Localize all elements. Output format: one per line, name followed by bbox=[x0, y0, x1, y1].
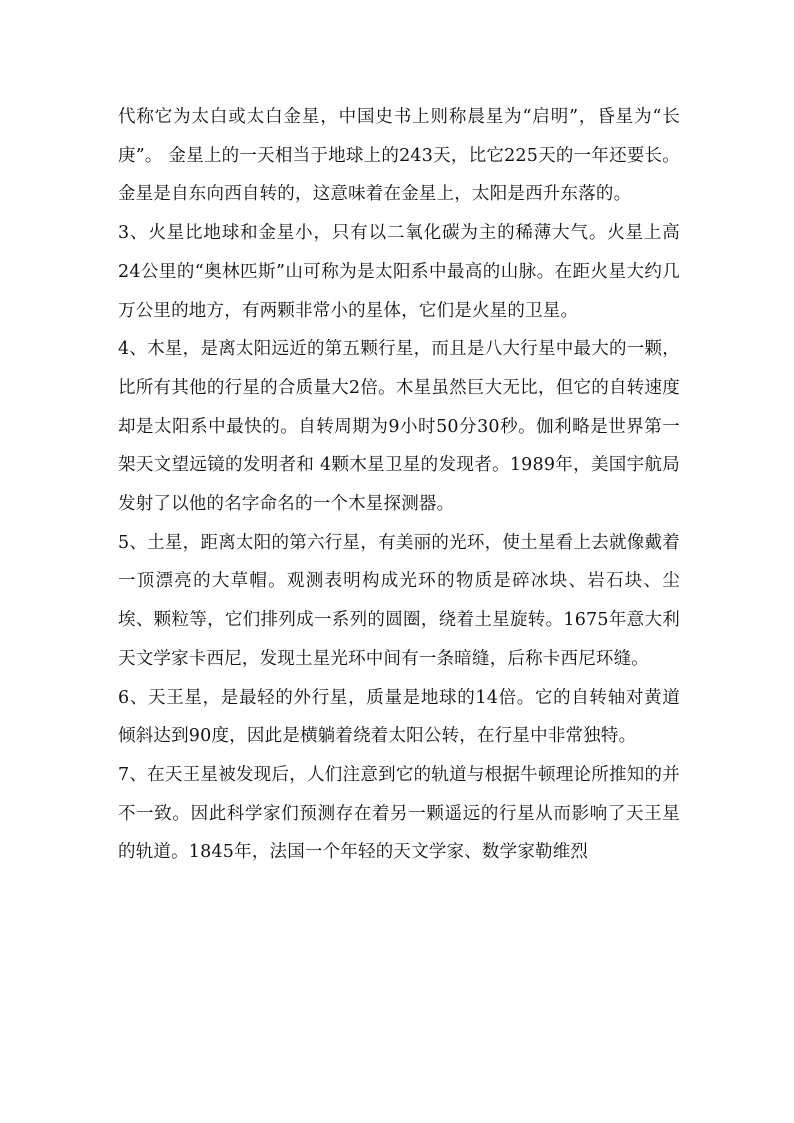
paragraph-jupiter: 4、木星，是离太阳远近的第五颗行星，而且是八大行星中最大的一颗，比所有其他的行星的合质量大2倍。木星虽然巨大无比，但它的自转速度却是太阳系中最快的。自转周期为9小时50分30秒。伽利略是世界第一架天文望远镜的发明者和 4颗木星卫星的发现者。1989年，美国宇航局发射了以他的名字命名的一个木星探测器。 bbox=[118, 339, 680, 515]
paragraph-neptune: 7、在天王星被发现后，人们注意到它的轨道与根据牛顿理论所推知的并不一致。因此科学家们预测存在着另一颗遥远的行星从而影响了天王星的轨道。1845年，法国一个年轻的天文学家、数学家勒维烈 bbox=[118, 764, 680, 863]
paragraph-saturn: 5、土星，距离太阳的第六行星，有美丽的光环，使土星看上去就像戴着一顶漂亮的大草帽。观测表明构成光环的物质是碎冰块、岩石块、尘埃、颗粒等，它们排列成一系列的圆圈，绕着土星旋转。1675年意大利天文学家卡西尼，发现土星光环中间有一条暗缝，后称卡西尼环缝。 bbox=[118, 532, 680, 669]
paragraph-venus-continued: 代称它为太白或太白金星，中国史书上则称晨星为“启明”，昏星为“长庚”。 金星上的一天相当于地球上的243天，比它225天的一年还要长。金星是自东向西自转的，这意味着在金星上，太阳是西升东落的。 bbox=[118, 107, 680, 205]
document-body bbox=[118, 98, 680, 872]
paragraph-uranus: 6、天王星，是最轻的外行星，质量是地球的14倍。它的自转轴对黄道倾斜达到90度，因此是横躺着绕着太阳公转，在行星中非常独特。 bbox=[118, 687, 680, 747]
paragraph-mars: 3、火星比地球和金星小，只有以二氧化碳为主的稀薄大气。火星上高24公里的“奥林匹斯”山可称为是太阳系中最高的山脉。在距火星大约几万公里的地方，有两颗非常小的星体，它们是火星的卫星。 bbox=[118, 223, 680, 321]
